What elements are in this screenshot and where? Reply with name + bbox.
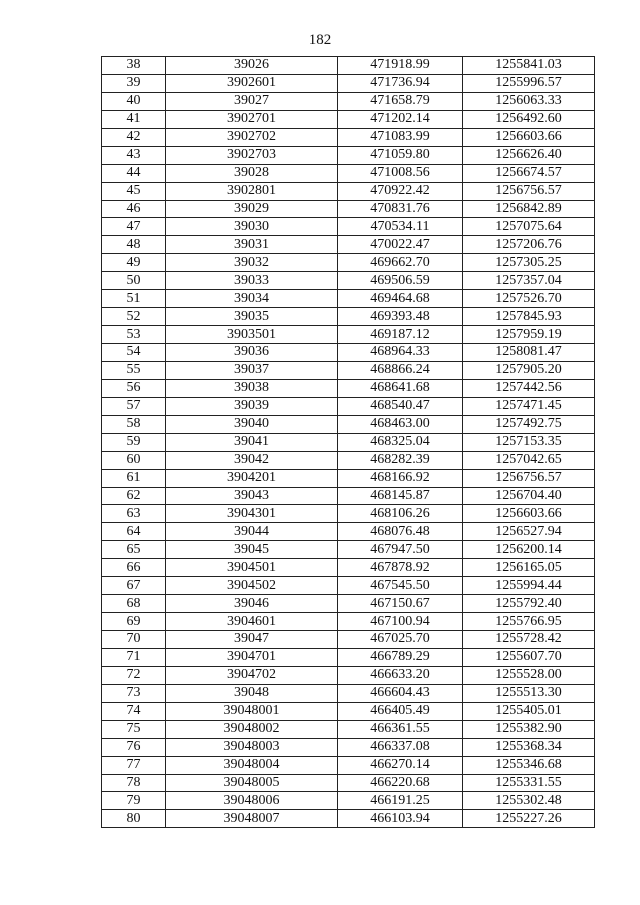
table-row (102, 254, 595, 272)
point-id-cell: 39048002 (166, 720, 338, 738)
table-row (102, 146, 595, 164)
row-number-cell: 71 (102, 648, 166, 666)
table-row (102, 577, 595, 595)
point-id-cell: 39039 (166, 397, 338, 415)
row-number-cell: 55 (102, 361, 166, 379)
page-number: 182 (308, 32, 332, 48)
table-row (102, 756, 595, 774)
y-coordinate-cell: 1256756.57 (463, 469, 595, 487)
y-coordinate-cell: 1255382.90 (463, 720, 595, 738)
table-row (102, 648, 595, 666)
x-coordinate-cell: 467545.50 (338, 577, 463, 595)
point-id-cell: 39046 (166, 595, 338, 613)
table-row (102, 559, 595, 577)
row-number-cell: 45 (102, 182, 166, 200)
point-id-cell: 39040 (166, 415, 338, 433)
x-coordinate-cell: 468145.87 (338, 487, 463, 505)
table-row (102, 631, 595, 649)
row-number-cell: 43 (102, 146, 166, 164)
x-coordinate-cell: 471008.56 (338, 164, 463, 182)
point-id-cell: 39048007 (166, 810, 338, 828)
table-row (102, 774, 595, 792)
row-number-cell: 41 (102, 110, 166, 128)
point-id-cell: 39042 (166, 451, 338, 469)
y-coordinate-cell: 1256492.60 (463, 110, 595, 128)
row-number-cell: 73 (102, 684, 166, 702)
x-coordinate-cell: 466103.94 (338, 810, 463, 828)
row-number-cell: 57 (102, 397, 166, 415)
y-coordinate-cell: 1255331.55 (463, 774, 595, 792)
y-coordinate-cell: 1256603.66 (463, 505, 595, 523)
row-number-cell: 47 (102, 218, 166, 236)
x-coordinate-cell: 470022.47 (338, 236, 463, 254)
y-coordinate-cell: 1255996.57 (463, 74, 595, 92)
row-number-cell: 49 (102, 254, 166, 272)
row-number-cell: 42 (102, 128, 166, 146)
x-coordinate-cell: 469393.48 (338, 308, 463, 326)
x-coordinate-cell: 466633.20 (338, 666, 463, 684)
y-coordinate-cell: 1257042.65 (463, 451, 595, 469)
table-row (102, 613, 595, 631)
table-row (102, 487, 595, 505)
x-coordinate-cell: 470922.42 (338, 182, 463, 200)
x-coordinate-cell: 468325.04 (338, 433, 463, 451)
point-id-cell: 3904701 (166, 648, 338, 666)
row-number-cell: 64 (102, 523, 166, 541)
x-coordinate-cell: 471083.99 (338, 128, 463, 146)
coordinates-table-body (102, 57, 595, 828)
table-row (102, 218, 595, 236)
point-id-cell: 39048004 (166, 756, 338, 774)
row-number-cell: 70 (102, 631, 166, 649)
y-coordinate-cell: 1257959.19 (463, 326, 595, 344)
table-row (102, 361, 595, 379)
table-row (102, 595, 595, 613)
point-id-cell: 3902702 (166, 128, 338, 146)
row-number-cell: 52 (102, 308, 166, 326)
x-coordinate-cell: 468463.00 (338, 415, 463, 433)
table-row (102, 738, 595, 756)
x-coordinate-cell: 466191.25 (338, 792, 463, 810)
point-id-cell: 3902701 (166, 110, 338, 128)
x-coordinate-cell: 468166.92 (338, 469, 463, 487)
point-id-cell: 3902601 (166, 74, 338, 92)
row-number-cell: 63 (102, 505, 166, 523)
x-coordinate-cell: 471736.94 (338, 74, 463, 92)
point-id-cell: 39048 (166, 684, 338, 702)
y-coordinate-cell: 1256165.05 (463, 559, 595, 577)
row-number-cell: 80 (102, 810, 166, 828)
table-row (102, 92, 595, 110)
point-id-cell: 3904702 (166, 666, 338, 684)
row-number-cell: 78 (102, 774, 166, 792)
y-coordinate-cell: 1256842.89 (463, 200, 595, 218)
row-number-cell: 62 (102, 487, 166, 505)
coordinates-table (101, 56, 595, 828)
y-coordinate-cell: 1257526.70 (463, 290, 595, 308)
point-id-cell: 39036 (166, 344, 338, 362)
row-number-cell: 60 (102, 451, 166, 469)
table-row (102, 272, 595, 290)
point-id-cell: 3903501 (166, 326, 338, 344)
row-number-cell: 77 (102, 756, 166, 774)
x-coordinate-cell: 470534.11 (338, 218, 463, 236)
table-row (102, 451, 595, 469)
x-coordinate-cell: 467100.94 (338, 613, 463, 631)
table-row (102, 326, 595, 344)
y-coordinate-cell: 1256063.33 (463, 92, 595, 110)
table-row (102, 469, 595, 487)
table-row (102, 308, 595, 326)
table-row (102, 200, 595, 218)
row-number-cell: 44 (102, 164, 166, 182)
point-id-cell: 39031 (166, 236, 338, 254)
point-id-cell: 39034 (166, 290, 338, 308)
row-number-cell: 59 (102, 433, 166, 451)
y-coordinate-cell: 1255513.30 (463, 684, 595, 702)
x-coordinate-cell: 468540.47 (338, 397, 463, 415)
x-coordinate-cell: 469464.68 (338, 290, 463, 308)
y-coordinate-cell: 1256603.66 (463, 128, 595, 146)
table-row (102, 344, 595, 362)
table-row (102, 433, 595, 451)
table-row (102, 110, 595, 128)
row-number-cell: 38 (102, 57, 166, 75)
x-coordinate-cell: 469187.12 (338, 326, 463, 344)
row-number-cell: 74 (102, 702, 166, 720)
y-coordinate-cell: 1257206.76 (463, 236, 595, 254)
x-coordinate-cell: 469662.70 (338, 254, 463, 272)
point-id-cell: 39048005 (166, 774, 338, 792)
table-row (102, 666, 595, 684)
y-coordinate-cell: 1257153.35 (463, 433, 595, 451)
y-coordinate-cell: 1257442.56 (463, 379, 595, 397)
y-coordinate-cell: 1255841.03 (463, 57, 595, 75)
y-coordinate-cell: 1255994.44 (463, 577, 595, 595)
point-id-cell: 3904601 (166, 613, 338, 631)
x-coordinate-cell: 467150.67 (338, 595, 463, 613)
row-number-cell: 54 (102, 344, 166, 362)
point-id-cell: 39038 (166, 379, 338, 397)
x-coordinate-cell: 466337.08 (338, 738, 463, 756)
y-coordinate-cell: 1255528.00 (463, 666, 595, 684)
x-coordinate-cell: 471202.14 (338, 110, 463, 128)
y-coordinate-cell: 1257471.45 (463, 397, 595, 415)
y-coordinate-cell: 1257492.75 (463, 415, 595, 433)
point-id-cell: 39029 (166, 200, 338, 218)
y-coordinate-cell: 1256756.57 (463, 182, 595, 200)
row-number-cell: 79 (102, 792, 166, 810)
row-number-cell: 67 (102, 577, 166, 595)
row-number-cell: 39 (102, 74, 166, 92)
row-number-cell: 66 (102, 559, 166, 577)
point-id-cell: 39048006 (166, 792, 338, 810)
point-id-cell: 3904201 (166, 469, 338, 487)
y-coordinate-cell: 1255302.48 (463, 792, 595, 810)
y-coordinate-cell: 1257905.20 (463, 361, 595, 379)
row-number-cell: 46 (102, 200, 166, 218)
table-row (102, 74, 595, 92)
point-id-cell: 39026 (166, 57, 338, 75)
table-row (102, 415, 595, 433)
table-row (102, 290, 595, 308)
row-number-cell: 56 (102, 379, 166, 397)
x-coordinate-cell: 468641.68 (338, 379, 463, 397)
table-row (102, 505, 595, 523)
table-row (102, 523, 595, 541)
point-id-cell: 3902801 (166, 182, 338, 200)
x-coordinate-cell: 471059.80 (338, 146, 463, 164)
x-coordinate-cell: 470831.76 (338, 200, 463, 218)
table-row (102, 236, 595, 254)
y-coordinate-cell: 1255227.26 (463, 810, 595, 828)
row-number-cell: 61 (102, 469, 166, 487)
point-id-cell: 39032 (166, 254, 338, 272)
y-coordinate-cell: 1256626.40 (463, 146, 595, 164)
y-coordinate-cell: 1255346.68 (463, 756, 595, 774)
table-row (102, 702, 595, 720)
point-id-cell: 39041 (166, 433, 338, 451)
y-coordinate-cell: 1258081.47 (463, 344, 595, 362)
row-number-cell: 65 (102, 541, 166, 559)
point-id-cell: 39037 (166, 361, 338, 379)
point-id-cell: 39047 (166, 631, 338, 649)
table-row (102, 684, 595, 702)
row-number-cell: 76 (102, 738, 166, 756)
row-number-cell: 53 (102, 326, 166, 344)
y-coordinate-cell: 1257845.93 (463, 308, 595, 326)
x-coordinate-cell: 469506.59 (338, 272, 463, 290)
row-number-cell: 50 (102, 272, 166, 290)
point-id-cell: 39045 (166, 541, 338, 559)
point-id-cell: 3904502 (166, 577, 338, 595)
point-id-cell: 39035 (166, 308, 338, 326)
row-number-cell: 48 (102, 236, 166, 254)
point-id-cell: 3902703 (166, 146, 338, 164)
y-coordinate-cell: 1257357.04 (463, 272, 595, 290)
point-id-cell: 39048003 (166, 738, 338, 756)
y-coordinate-cell: 1256674.57 (463, 164, 595, 182)
x-coordinate-cell: 466220.68 (338, 774, 463, 792)
point-id-cell: 39048001 (166, 702, 338, 720)
y-coordinate-cell: 1255766.95 (463, 613, 595, 631)
y-coordinate-cell: 1255368.34 (463, 738, 595, 756)
point-id-cell: 39030 (166, 218, 338, 236)
x-coordinate-cell: 466604.43 (338, 684, 463, 702)
y-coordinate-cell: 1257075.64 (463, 218, 595, 236)
x-coordinate-cell: 468282.39 (338, 451, 463, 469)
point-id-cell: 39028 (166, 164, 338, 182)
y-coordinate-cell: 1255405.01 (463, 702, 595, 720)
table-row (102, 720, 595, 738)
y-coordinate-cell: 1256200.14 (463, 541, 595, 559)
x-coordinate-cell: 468964.33 (338, 344, 463, 362)
x-coordinate-cell: 468106.26 (338, 505, 463, 523)
point-id-cell: 39044 (166, 523, 338, 541)
point-id-cell: 3904301 (166, 505, 338, 523)
row-number-cell: 68 (102, 595, 166, 613)
x-coordinate-cell: 467947.50 (338, 541, 463, 559)
row-number-cell: 69 (102, 613, 166, 631)
table-row (102, 397, 595, 415)
x-coordinate-cell: 468866.24 (338, 361, 463, 379)
table-row (102, 128, 595, 146)
y-coordinate-cell: 1257305.25 (463, 254, 595, 272)
table-row (102, 810, 595, 828)
row-number-cell: 72 (102, 666, 166, 684)
point-id-cell: 39027 (166, 92, 338, 110)
table-row (102, 57, 595, 75)
y-coordinate-cell: 1255607.70 (463, 648, 595, 666)
row-number-cell: 75 (102, 720, 166, 738)
table-row (102, 379, 595, 397)
row-number-cell: 40 (102, 92, 166, 110)
x-coordinate-cell: 468076.48 (338, 523, 463, 541)
y-coordinate-cell: 1256704.40 (463, 487, 595, 505)
table-row (102, 792, 595, 810)
y-coordinate-cell: 1255728.42 (463, 631, 595, 649)
x-coordinate-cell: 466361.55 (338, 720, 463, 738)
y-coordinate-cell: 1255792.40 (463, 595, 595, 613)
row-number-cell: 51 (102, 290, 166, 308)
point-id-cell: 39043 (166, 487, 338, 505)
x-coordinate-cell: 471658.79 (338, 92, 463, 110)
x-coordinate-cell: 467025.70 (338, 631, 463, 649)
table-row (102, 541, 595, 559)
point-id-cell: 3904501 (166, 559, 338, 577)
x-coordinate-cell: 466405.49 (338, 702, 463, 720)
point-id-cell: 39033 (166, 272, 338, 290)
row-number-cell: 58 (102, 415, 166, 433)
x-coordinate-cell: 466789.29 (338, 648, 463, 666)
table-row (102, 164, 595, 182)
x-coordinate-cell: 467878.92 (338, 559, 463, 577)
y-coordinate-cell: 1256527.94 (463, 523, 595, 541)
x-coordinate-cell: 471918.99 (338, 57, 463, 75)
x-coordinate-cell: 466270.14 (338, 756, 463, 774)
table-row (102, 182, 595, 200)
